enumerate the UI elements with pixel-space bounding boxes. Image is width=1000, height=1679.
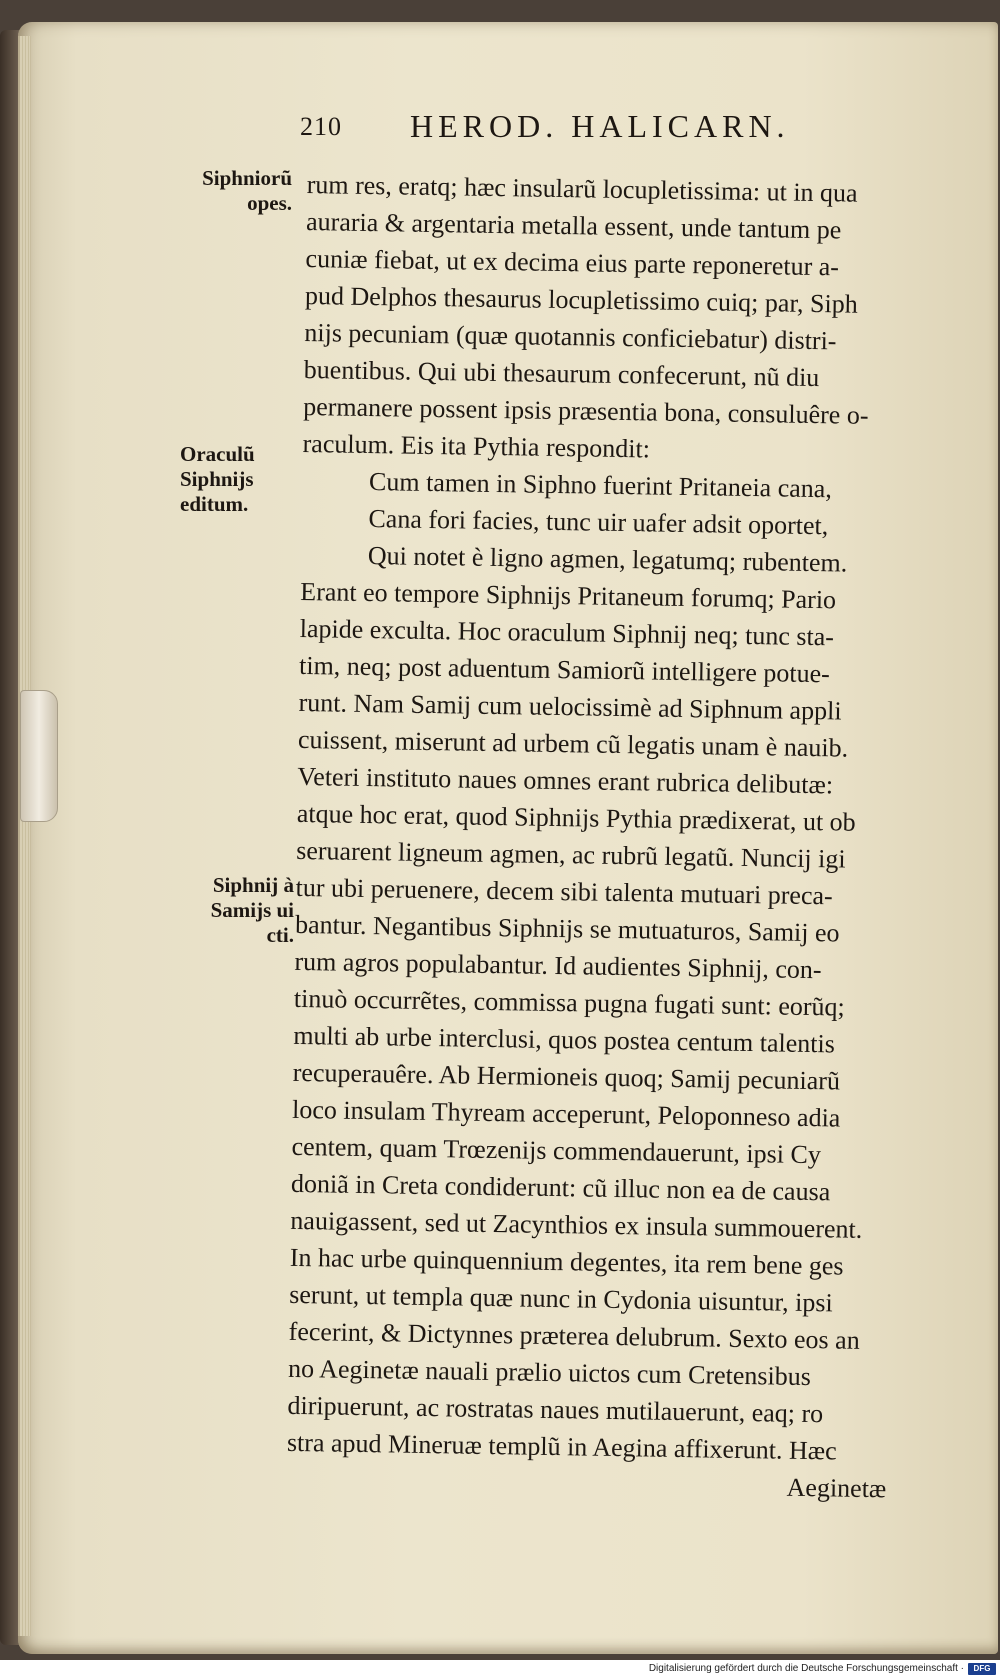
text-line: nauigassent, sed ut Zacynthios ex insula summouerent. [290,1205,863,1244]
main-text-block [286,166,907,1507]
digitization-footer [0,1660,1000,1679]
verse-line: Cana fori facies, tunc uir uafer adsit oportet, [368,504,829,541]
text-line: multi ab urbe interclusi, quos postea centum talentis [293,1020,836,1059]
page-stack-edge [18,36,31,1636]
text-line: cuniæ fiebat, ut ex decima eius parte reponeretur a- [305,243,840,282]
text-line: serunt, ut templa quæ nunc in Cydonia uisuntur, ipsi [289,1279,833,1318]
text-line: rum agros populabantur. Id audientes Siphnij, con- [294,946,822,985]
text-line: recuperauêre. Ab Hermioneis quoq; Samij pecuniarũ [292,1057,841,1096]
text-line: tim, neq; post aduentum Samiorũ intelligere potue- [298,650,831,689]
text-line: atque hoc erat, quod Siphnijs Pythia prædixerat, ut ob [296,798,856,837]
text-line: Veteri instituto naues omnes erant rubrica delibutæ: [297,761,834,800]
text-line: tur ubi peruenere, decem sibi talenta mutuari preca- [295,872,833,911]
text-line: doniã in Creta condiderunt: cũ illuc non ea de causa [290,1168,831,1207]
page-number: 210 [300,112,342,141]
margin-note-siphnii-victi: Siphnij à Samijs ui cti. [210,873,294,947]
text-line: permanere possent ipsis præsentia bona, consuluêre o- [302,391,869,430]
text-line: pud Delphos thesaurus locupletissimo cuiq; par, Siph [304,280,858,319]
text-line: raculum. Eis ita Pythia respondit: [302,428,651,464]
page-header [300,108,860,148]
text-line: fecerint, & Dictynnes præterea delubrum. Sexto eos an [288,1316,860,1355]
text-line: cuissent, miserunt ad urbem cũ legatis unam è nauib. [297,724,849,763]
margin-note-siphniorum-opes: Siphniorũ opes. [202,166,292,215]
margin-note-oraculum: Oraculũ Siphnijs editum. [180,442,255,516]
footer-credit: Digitalisierung gefördert durch die Deutsche Forschungsgemeinschaft · [648,1663,964,1674]
dfg-logo-icon: DFG [968,1663,996,1675]
text-line: runt. Nam Samij cum uelocissimè ad Siphnum appli [298,687,842,726]
running-title: HEROD. HALICARN. [410,108,790,144]
text-line: buentibus. Qui ubi thesaurum confecerunt, nũ diu [303,354,820,393]
text-line: centem, quam Trœzenijs commendauerunt, ipsi Cy [291,1131,822,1170]
verse-line: Cum tamen in Siphno fuerint Pritaneia cana, [368,467,833,504]
text-line: In hac urbe quinquennium degentes, ita rem bene ges [289,1242,844,1281]
page-clip [20,690,58,822]
catchword: Aeginetæ [786,1472,887,1504]
text-line: stra apud Mineruæ templũ in Aegina affixerunt. Hæc [286,1427,837,1466]
text-line: Erant eo tempore Siphnijs Pritaneum forumq; Pario [300,576,837,615]
text-line: rum res, eratq; hæc insularũ locupletissima: ut in qua [306,169,858,208]
text-line: nijs pecuniam (quæ quotannis conficiebatur) distri- [304,317,837,356]
text-line: diripuerunt, ac rostratas naues mutilauerunt, eaq; ro [287,1390,824,1429]
text-line: seruarent ligneum agmen, ac rubrũ legatũ. Nuncij igi [296,835,846,874]
text-line: auraria & argentaria metalla essent, unde tantum pe [305,206,842,245]
verse-line: Qui notet è ligno agmen, legatumq; rubentem. [367,541,848,578]
text-line: tinuò occurrẽtes, commissa pugna fugati sunt: eorũq; [293,983,846,1022]
text-line: no Aeginetæ nauali prælio uictos cum Cretensibus [287,1353,812,1392]
text-line: loco insulam Thyream acceperunt, Peloponneso adia [291,1094,841,1133]
text-line: lapide exculta. Hoc oraculum Siphnij neq; tunc sta- [299,613,835,652]
text-line: bantur. Negantibus Siphnijs se mutuaturos, Samij eo [294,909,840,948]
